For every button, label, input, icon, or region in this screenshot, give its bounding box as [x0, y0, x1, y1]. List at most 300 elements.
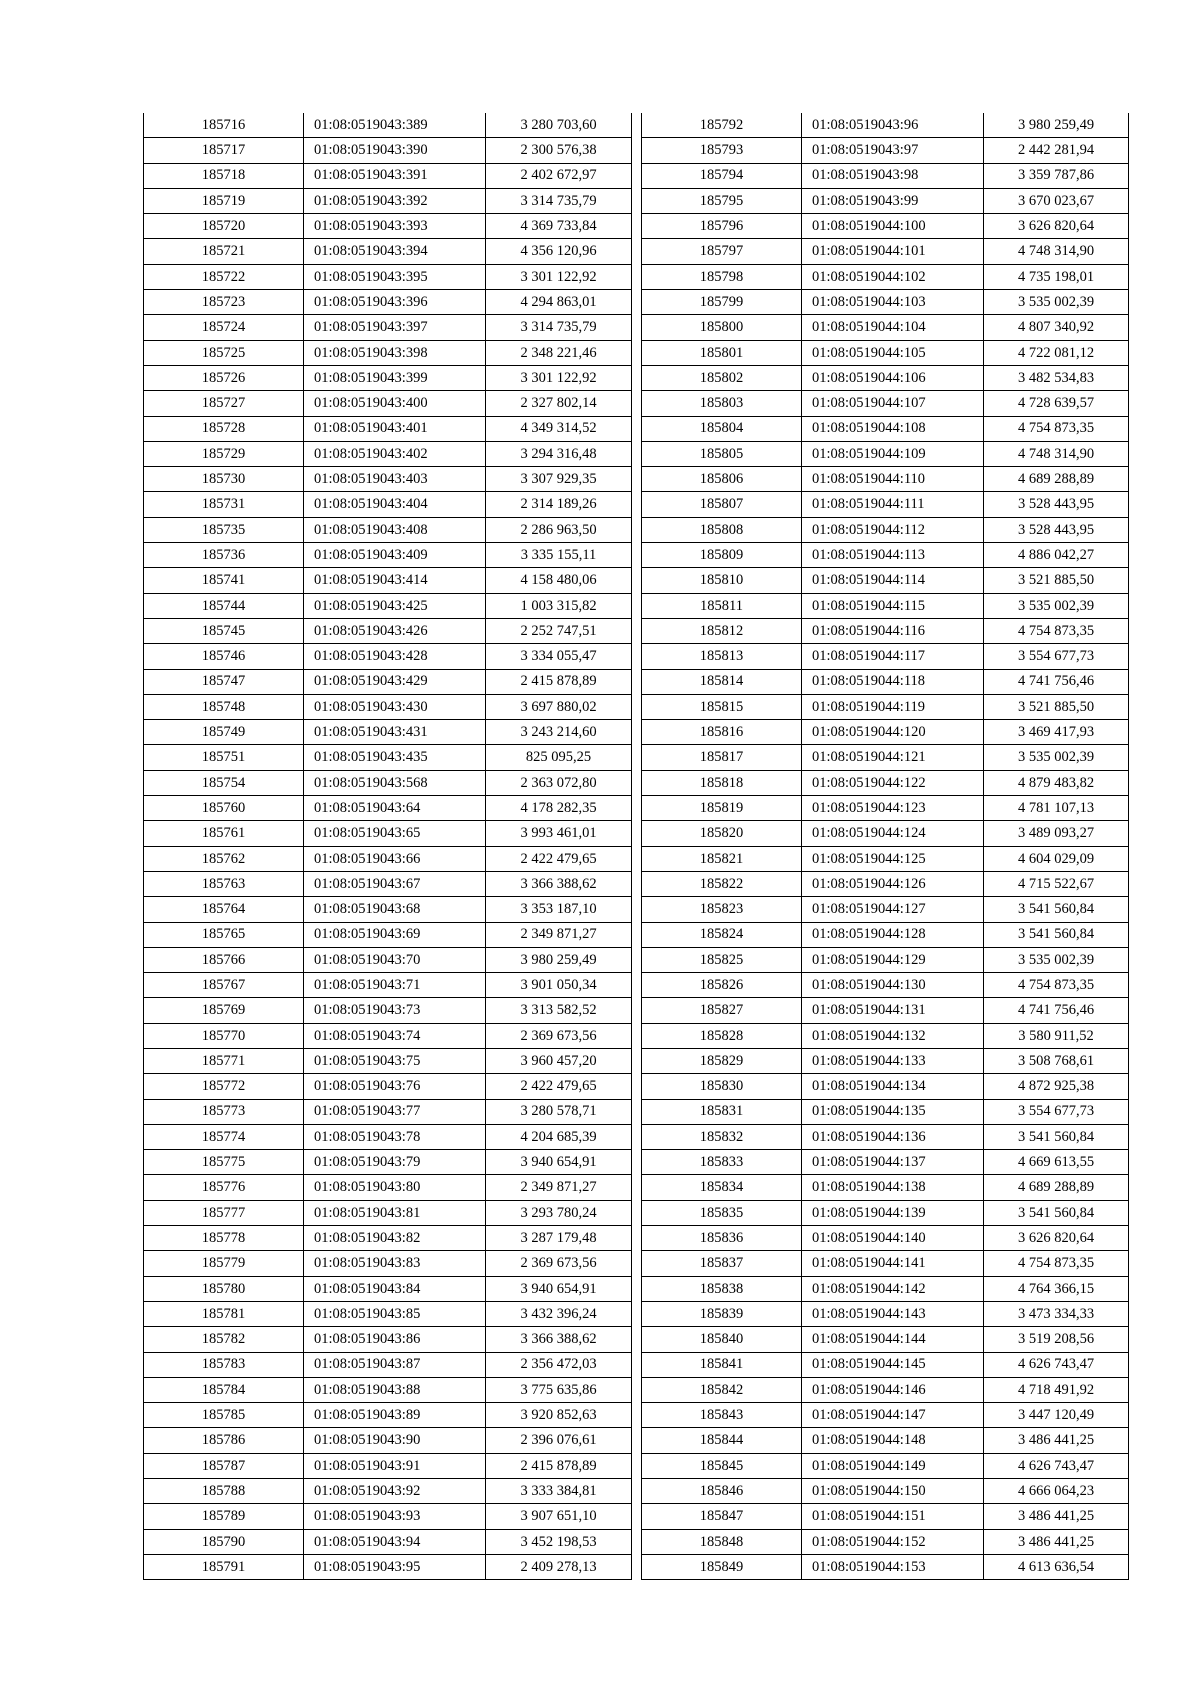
row-number: 185717 [144, 138, 304, 163]
cadastral-number: 01:08:0519044:146 [802, 1377, 984, 1402]
row-number: 185790 [144, 1529, 304, 1554]
table-row [642, 163, 1129, 188]
cadastral-value: 3 521 885,50 [984, 694, 1129, 719]
cadastral-number: 01:08:0519043:428 [304, 644, 486, 669]
table-row [144, 1428, 632, 1453]
cadastral-value: 3 486 441,25 [984, 1504, 1129, 1529]
cadastral-number: 01:08:0519044:145 [802, 1352, 984, 1377]
cadastral-number: 01:08:0519044:152 [802, 1529, 984, 1554]
cadastral-value: 3 359 787,86 [984, 163, 1129, 188]
cadastral-number: 01:08:0519044:126 [802, 871, 984, 896]
cadastral-number: 01:08:0519043:391 [304, 163, 486, 188]
row-number: 185764 [144, 897, 304, 922]
table-row [642, 1175, 1129, 1200]
cadastral-number: 01:08:0519043:86 [304, 1327, 486, 1352]
row-number: 185785 [144, 1403, 304, 1428]
cadastral-number: 01:08:0519043:431 [304, 720, 486, 745]
table-row [642, 720, 1129, 745]
cadastral-value: 2 314 189,26 [486, 492, 632, 517]
cadastral-number: 01:08:0519043:80 [304, 1175, 486, 1200]
row-number: 185829 [642, 1048, 802, 1073]
cadastral-number: 01:08:0519043:94 [304, 1529, 486, 1554]
table-row [144, 1453, 632, 1478]
cadastral-value: 3 535 002,39 [984, 947, 1129, 972]
table-row [642, 1428, 1129, 1453]
right-table-body [642, 113, 1129, 1580]
table-row [144, 416, 632, 441]
row-number: 185804 [642, 416, 802, 441]
cadastral-value: 3 541 560,84 [984, 922, 1129, 947]
cadastral-value: 4 754 873,35 [984, 973, 1129, 998]
table-row [144, 1150, 632, 1175]
table-row [642, 441, 1129, 466]
cadastral-value: 4 626 743,47 [984, 1352, 1129, 1377]
table-row [642, 290, 1129, 315]
cadastral-number: 01:08:0519043:435 [304, 745, 486, 770]
row-number: 185765 [144, 922, 304, 947]
table-row [144, 1048, 632, 1073]
cadastral-number: 01:08:0519043:395 [304, 264, 486, 289]
cadastral-number: 01:08:0519043:390 [304, 138, 486, 163]
row-number: 185842 [642, 1377, 802, 1402]
table-row [144, 517, 632, 542]
table-row [642, 644, 1129, 669]
cadastral-value: 3 940 654,91 [486, 1150, 632, 1175]
row-number: 185735 [144, 517, 304, 542]
cadastral-number: 01:08:0519043:97 [802, 138, 984, 163]
cadastral-value: 3 980 259,49 [486, 947, 632, 972]
cadastral-value: 3 301 122,92 [486, 365, 632, 390]
cadastral-number: 01:08:0519043:87 [304, 1352, 486, 1377]
table-row [642, 1504, 1129, 1529]
row-number: 185736 [144, 543, 304, 568]
cadastral-value: 3 452 198,53 [486, 1529, 632, 1554]
cadastral-value: 3 960 457,20 [486, 1048, 632, 1073]
cadastral-number: 01:08:0519043:67 [304, 871, 486, 896]
row-number: 185777 [144, 1200, 304, 1225]
cadastral-value: 4 369 733,84 [486, 214, 632, 239]
table-row [642, 1327, 1129, 1352]
cadastral-number: 01:08:0519044:116 [802, 618, 984, 643]
cadastral-number: 01:08:0519043:92 [304, 1479, 486, 1504]
cadastral-number: 01:08:0519043:403 [304, 467, 486, 492]
row-number: 185784 [144, 1377, 304, 1402]
row-number: 185806 [642, 467, 802, 492]
row-number: 185828 [642, 1023, 802, 1048]
cadastral-number: 01:08:0519043:79 [304, 1150, 486, 1175]
row-number: 185748 [144, 694, 304, 719]
table-row [144, 644, 632, 669]
table-row [144, 1251, 632, 1276]
cadastral-number: 01:08:0519044:138 [802, 1175, 984, 1200]
table-row [642, 188, 1129, 213]
cadastral-number: 01:08:0519044:144 [802, 1327, 984, 1352]
table-row [144, 1301, 632, 1326]
row-number: 185749 [144, 720, 304, 745]
table-row [144, 593, 632, 618]
cadastral-value: 4 349 314,52 [486, 416, 632, 441]
cadastral-number: 01:08:0519044:108 [802, 416, 984, 441]
cadastral-number: 01:08:0519044:110 [802, 467, 984, 492]
row-number: 185809 [642, 543, 802, 568]
cadastral-value: 3 447 120,49 [984, 1403, 1129, 1428]
cadastral-number: 01:08:0519043:90 [304, 1428, 486, 1453]
table-row [642, 568, 1129, 593]
cadastral-number: 01:08:0519044:109 [802, 441, 984, 466]
cadastral-value: 3 626 820,64 [984, 214, 1129, 239]
table-row [642, 669, 1129, 694]
table-row [144, 365, 632, 390]
row-number: 185724 [144, 315, 304, 340]
row-number: 185822 [642, 871, 802, 896]
row-number: 185793 [642, 138, 802, 163]
left-table-body [144, 113, 632, 1580]
cadastral-value: 4 178 282,35 [486, 796, 632, 821]
row-number: 185721 [144, 239, 304, 264]
cadastral-value: 3 519 208,56 [984, 1327, 1129, 1352]
row-number: 185751 [144, 745, 304, 770]
row-number: 185762 [144, 846, 304, 871]
row-number: 185800 [642, 315, 802, 340]
cadastral-number: 01:08:0519044:100 [802, 214, 984, 239]
cadastral-number: 01:08:0519044:150 [802, 1479, 984, 1504]
table-row [642, 770, 1129, 795]
cadastral-value: 3 920 852,63 [486, 1403, 632, 1428]
cadastral-value: 3 535 002,39 [984, 290, 1129, 315]
row-number: 185770 [144, 1023, 304, 1048]
cadastral-number: 01:08:0519043:409 [304, 543, 486, 568]
table-row [144, 669, 632, 694]
table-row [144, 214, 632, 239]
row-number: 185720 [144, 214, 304, 239]
cadastral-number: 01:08:0519043:392 [304, 188, 486, 213]
cadastral-value: 2 349 871,27 [486, 1175, 632, 1200]
cadastral-number: 01:08:0519044:103 [802, 290, 984, 315]
cadastral-value: 4 741 756,46 [984, 998, 1129, 1023]
cadastral-value: 2 422 479,65 [486, 846, 632, 871]
cadastral-number: 01:08:0519043:398 [304, 340, 486, 365]
cadastral-number: 01:08:0519044:115 [802, 593, 984, 618]
cadastral-value: 2 369 673,56 [486, 1023, 632, 1048]
cadastral-value: 3 508 768,61 [984, 1048, 1129, 1073]
cadastral-value: 3 535 002,39 [984, 745, 1129, 770]
table-row [144, 796, 632, 821]
row-number: 185792 [642, 113, 802, 138]
cadastral-number: 01:08:0519043:64 [304, 796, 486, 821]
row-number: 185794 [642, 163, 802, 188]
table-row [144, 492, 632, 517]
table-row [642, 1023, 1129, 1048]
cadastral-value: 3 366 388,62 [486, 871, 632, 896]
cadastral-number: 01:08:0519043:78 [304, 1124, 486, 1149]
table-row [642, 1124, 1129, 1149]
row-number: 185810 [642, 568, 802, 593]
cadastral-number: 01:08:0519044:102 [802, 264, 984, 289]
cadastral-number: 01:08:0519043:68 [304, 897, 486, 922]
row-number: 185815 [642, 694, 802, 719]
row-number: 185786 [144, 1428, 304, 1453]
cadastral-value: 3 335 155,11 [486, 543, 632, 568]
table-row [144, 1074, 632, 1099]
row-number: 185807 [642, 492, 802, 517]
cadastral-number: 01:08:0519043:400 [304, 391, 486, 416]
cadastral-number: 01:08:0519043:394 [304, 239, 486, 264]
table-row [642, 1200, 1129, 1225]
row-number: 185773 [144, 1099, 304, 1124]
cadastral-number: 01:08:0519043:77 [304, 1099, 486, 1124]
table-row [642, 113, 1129, 138]
table-row [144, 1479, 632, 1504]
cadastral-value: 4 689 288,89 [984, 467, 1129, 492]
cadastral-value: 3 541 560,84 [984, 1124, 1129, 1149]
row-number: 185848 [642, 1529, 802, 1554]
cadastral-value: 3 993 461,01 [486, 821, 632, 846]
cadastral-number: 01:08:0519043:88 [304, 1377, 486, 1402]
cadastral-number: 01:08:0519044:125 [802, 846, 984, 871]
row-number: 185798 [642, 264, 802, 289]
table-row [144, 745, 632, 770]
table-row [144, 1124, 632, 1149]
table-row [642, 391, 1129, 416]
row-number: 185772 [144, 1074, 304, 1099]
cadastral-value: 4 294 863,01 [486, 290, 632, 315]
table-row [642, 1529, 1129, 1554]
table-row [642, 618, 1129, 643]
cadastral-value: 4 158 480,06 [486, 568, 632, 593]
row-number: 185824 [642, 922, 802, 947]
table-row [642, 365, 1129, 390]
table-row [642, 1377, 1129, 1402]
cadastral-number: 01:08:0519043:568 [304, 770, 486, 795]
table-row [144, 973, 632, 998]
table-row [144, 1023, 632, 1048]
cadastral-number: 01:08:0519044:127 [802, 897, 984, 922]
cadastral-number: 01:08:0519043:85 [304, 1301, 486, 1326]
cadastral-number: 01:08:0519044:104 [802, 315, 984, 340]
cadastral-number: 01:08:0519043:89 [304, 1403, 486, 1428]
cadastral-value: 4 613 636,54 [984, 1554, 1129, 1579]
table-row [642, 1226, 1129, 1251]
table-row [642, 593, 1129, 618]
row-number: 185754 [144, 770, 304, 795]
cadastral-number: 01:08:0519044:119 [802, 694, 984, 719]
cadastral-value: 3 486 441,25 [984, 1529, 1129, 1554]
cadastral-value: 3 541 560,84 [984, 1200, 1129, 1225]
cadastral-number: 01:08:0519044:101 [802, 239, 984, 264]
cadastral-value: 3 907 651,10 [486, 1504, 632, 1529]
cadastral-number: 01:08:0519044:139 [802, 1200, 984, 1225]
row-number: 185817 [642, 745, 802, 770]
row-number: 185833 [642, 1150, 802, 1175]
cadastral-value: 4 886 042,27 [984, 543, 1129, 568]
row-number: 185821 [642, 846, 802, 871]
row-number: 185727 [144, 391, 304, 416]
row-number: 185778 [144, 1226, 304, 1251]
row-number: 185776 [144, 1175, 304, 1200]
table-row [144, 290, 632, 315]
cadastral-number: 01:08:0519043:404 [304, 492, 486, 517]
row-number: 185799 [642, 290, 802, 315]
cadastral-number: 01:08:0519043:389 [304, 113, 486, 138]
cadastral-number: 01:08:0519044:149 [802, 1453, 984, 1478]
cadastral-number: 01:08:0519043:95 [304, 1554, 486, 1579]
cadastral-number: 01:08:0519044:147 [802, 1403, 984, 1428]
cadastral-value: 3 473 334,33 [984, 1301, 1129, 1326]
row-number: 185780 [144, 1276, 304, 1301]
cadastral-number: 01:08:0519044:123 [802, 796, 984, 821]
cadastral-value: 3 554 677,73 [984, 1099, 1129, 1124]
row-number: 185840 [642, 1327, 802, 1352]
cadastral-number: 01:08:0519044:118 [802, 669, 984, 694]
row-number: 185766 [144, 947, 304, 972]
table-row [642, 517, 1129, 542]
table-row [144, 1504, 632, 1529]
cadastral-value: 4 722 081,12 [984, 340, 1129, 365]
cadastral-value: 3 334 055,47 [486, 644, 632, 669]
table-row [144, 264, 632, 289]
cadastral-value: 2 415 878,89 [486, 669, 632, 694]
cadastral-value: 4 872 925,38 [984, 1074, 1129, 1099]
cadastral-number: 01:08:0519044:131 [802, 998, 984, 1023]
row-number: 185722 [144, 264, 304, 289]
cadastral-value: 3 313 582,52 [486, 998, 632, 1023]
cadastral-number: 01:08:0519043:82 [304, 1226, 486, 1251]
cadastral-number: 01:08:0519044:114 [802, 568, 984, 593]
row-number: 185761 [144, 821, 304, 846]
cadastral-number: 01:08:0519043:65 [304, 821, 486, 846]
table-row [642, 492, 1129, 517]
cadastral-number: 01:08:0519044:140 [802, 1226, 984, 1251]
row-number: 185728 [144, 416, 304, 441]
cadastral-number: 01:08:0519044:132 [802, 1023, 984, 1048]
cadastral-number: 01:08:0519043:399 [304, 365, 486, 390]
row-number: 185816 [642, 720, 802, 745]
cadastral-number: 01:08:0519043:402 [304, 441, 486, 466]
table-row [144, 947, 632, 972]
table-row [642, 315, 1129, 340]
table-row [144, 1175, 632, 1200]
cadastral-number: 01:08:0519044:133 [802, 1048, 984, 1073]
cadastral-number: 01:08:0519044:143 [802, 1301, 984, 1326]
cadastral-value: 4 718 491,92 [984, 1377, 1129, 1402]
table-row [144, 897, 632, 922]
cadastral-value: 3 280 578,71 [486, 1099, 632, 1124]
cadastral-value: 3 469 417,93 [984, 720, 1129, 745]
cadastral-value: 3 314 735,79 [486, 315, 632, 340]
table-row [642, 694, 1129, 719]
cadastral-value: 2 396 076,61 [486, 1428, 632, 1453]
table-row [642, 1479, 1129, 1504]
cadastral-value: 4 748 314,90 [984, 441, 1129, 466]
cadastral-number: 01:08:0519044:124 [802, 821, 984, 846]
table-row [642, 1048, 1129, 1073]
row-number: 185820 [642, 821, 802, 846]
row-number: 185775 [144, 1150, 304, 1175]
cadastral-value: 4 356 120,96 [486, 239, 632, 264]
table-row [144, 998, 632, 1023]
row-number: 185769 [144, 998, 304, 1023]
cadastral-number: 01:08:0519044:128 [802, 922, 984, 947]
table-row [642, 922, 1129, 947]
row-number: 185723 [144, 290, 304, 315]
row-number: 185774 [144, 1124, 304, 1149]
row-number: 185719 [144, 188, 304, 213]
table-row [144, 163, 632, 188]
row-number: 185802 [642, 365, 802, 390]
table-row [642, 1554, 1129, 1579]
row-number: 185827 [642, 998, 802, 1023]
cadastral-number: 01:08:0519043:83 [304, 1251, 486, 1276]
cadastral-value: 4 754 873,35 [984, 1251, 1129, 1276]
cadastral-value: 4 204 685,39 [486, 1124, 632, 1149]
cadastral-value: 2 422 479,65 [486, 1074, 632, 1099]
row-number: 185730 [144, 467, 304, 492]
cadastral-value: 3 775 635,86 [486, 1377, 632, 1402]
row-number: 185812 [642, 618, 802, 643]
cadastral-value: 2 442 281,94 [984, 138, 1129, 163]
cadastral-value: 4 748 314,90 [984, 239, 1129, 264]
table-row [642, 1276, 1129, 1301]
table-row [144, 188, 632, 213]
table-row [642, 1453, 1129, 1478]
cadastral-value: 3 580 911,52 [984, 1023, 1129, 1048]
row-number: 185725 [144, 340, 304, 365]
table-row [642, 1251, 1129, 1276]
cadastral-number: 01:08:0519044:129 [802, 947, 984, 972]
row-number: 185841 [642, 1352, 802, 1377]
row-number: 185796 [642, 214, 802, 239]
table-row [144, 1327, 632, 1352]
table-row [144, 694, 632, 719]
row-number: 185805 [642, 441, 802, 466]
table-row [642, 1074, 1129, 1099]
cadastral-value: 4 781 107,13 [984, 796, 1129, 821]
cadastral-value: 3 301 122,92 [486, 264, 632, 289]
cadastral-number: 01:08:0519043:93 [304, 1504, 486, 1529]
cadastral-value: 3 626 820,64 [984, 1226, 1129, 1251]
cadastral-number: 01:08:0519044:105 [802, 340, 984, 365]
cadastral-number: 01:08:0519044:137 [802, 1150, 984, 1175]
row-number: 185760 [144, 796, 304, 821]
row-number: 185803 [642, 391, 802, 416]
cadastral-number: 01:08:0519043:69 [304, 922, 486, 947]
cadastral-number: 01:08:0519043:397 [304, 315, 486, 340]
right-table [641, 113, 1129, 1580]
cadastral-number: 01:08:0519043:71 [304, 973, 486, 998]
row-number: 185744 [144, 593, 304, 618]
table-row [144, 871, 632, 896]
table-row [642, 998, 1129, 1023]
row-number: 185788 [144, 1479, 304, 1504]
row-number: 185797 [642, 239, 802, 264]
cadastral-number: 01:08:0519044:142 [802, 1276, 984, 1301]
table-row [642, 973, 1129, 998]
cadastral-value: 2 409 278,13 [486, 1554, 632, 1579]
cadastral-value: 4 807 340,92 [984, 315, 1129, 340]
row-number: 185818 [642, 770, 802, 795]
row-number: 185783 [144, 1352, 304, 1377]
cadastral-number: 01:08:0519043:430 [304, 694, 486, 719]
cadastral-value: 3 528 443,95 [984, 492, 1129, 517]
row-number: 185782 [144, 1327, 304, 1352]
cadastral-value: 3 293 780,24 [486, 1200, 632, 1225]
cadastral-value: 3 333 384,81 [486, 1479, 632, 1504]
table-row [144, 922, 632, 947]
row-number: 185795 [642, 188, 802, 213]
row-number: 185846 [642, 1479, 802, 1504]
table-row [642, 796, 1129, 821]
table-row [642, 871, 1129, 896]
